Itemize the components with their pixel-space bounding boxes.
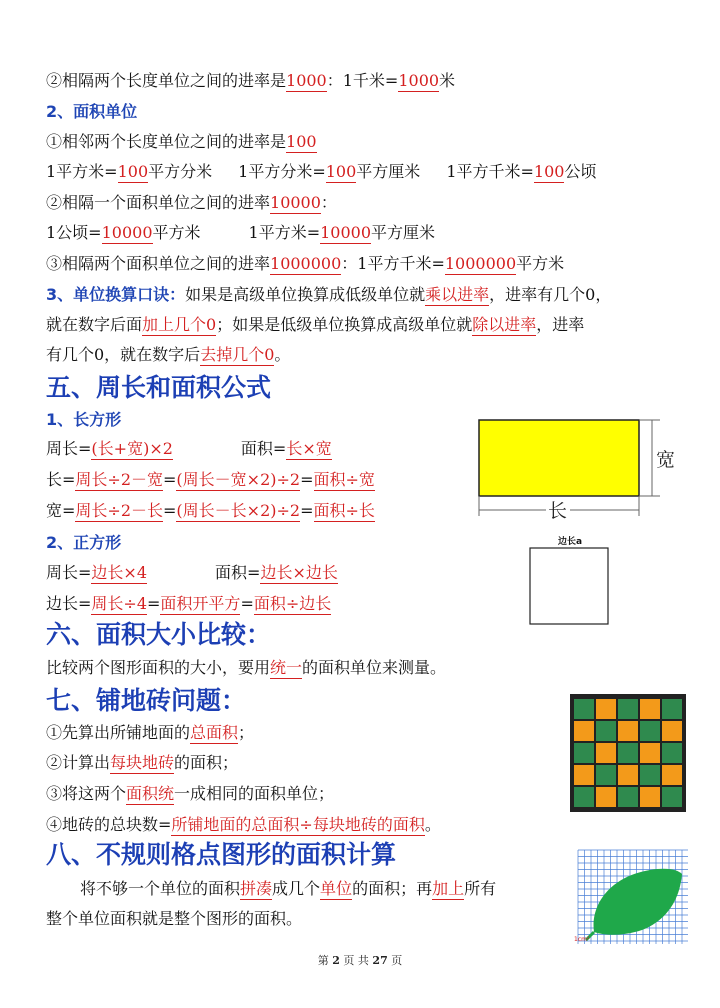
square-heading: 2、正方形 [46,533,122,552]
text: = [300,501,314,520]
blank-answer: 单位 [320,879,353,898]
text: 平方厘米 [371,223,436,242]
blank-answer: 面积÷长 [313,501,375,520]
blank-answer: 统一 [270,658,303,677]
blank-answer: (周长－宽×2)÷2 [176,470,301,489]
grid-area-text-2: 整个单位面积就是整个图形的面积。 [46,909,303,928]
floor-tile [596,787,616,807]
width-label: 宽 [656,449,676,471]
tile-step-2 [46,752,238,774]
text: 平方米 [152,223,201,242]
floor-tile [596,699,616,719]
blank-answer: 除以进率 [472,315,537,334]
tile-step-4 [46,814,441,836]
text: ③将这两个 [46,784,127,803]
blank-answer: (长+宽)×2 [91,439,173,458]
text: ； [238,723,255,742]
floor-tile [618,721,638,741]
blank-answer: 去掉几个0 [200,345,275,364]
page-footer [0,952,720,968]
blank-answer: 边长×边长 [260,563,338,582]
floor-tile [618,743,638,763]
rect-formula-perimeter [46,438,332,460]
blank-answer: (周长－长×2)÷2 [176,501,301,520]
grid-area-text-1 [80,878,496,900]
text: 将不够一个单位的面积 [80,879,241,898]
floor-tile [574,743,594,763]
floor-tile [640,721,660,741]
blank-answer: 长×宽 [286,439,332,458]
line-conversion-rule-1 [46,284,611,306]
tile-step-3 [46,783,334,805]
text: 页 共 [343,954,369,967]
text: 平方分米 [148,162,213,181]
text: 平方厘米 [356,162,421,181]
blank-answer: 周长÷2－宽 [75,470,164,489]
text: ，进率 [536,315,585,334]
text: = [163,501,177,520]
blank-answer: 100 [286,132,317,151]
text: ：1千米= [326,71,399,90]
text: ②相隔两个长度单位之间的进率是 [46,71,287,90]
blank-answer: 100 [533,162,565,181]
text: ： [320,193,337,212]
area-compare-text [46,657,446,679]
floor-tile [618,699,638,719]
text: 米 [439,71,456,90]
blank-answer: 100 [117,162,149,181]
blank-answer: 1000000 [270,254,342,273]
text: 公顷 [564,162,597,181]
text: 面积= [240,439,287,458]
text: ；如果是低级单位换算成高级单位就 [216,315,473,334]
text: 宽= [46,501,76,520]
text: ④地砖的总块数= [46,815,172,834]
text: ，进率有几个0， [489,285,612,304]
text: 如果是高级单位换算成低级单位就 [185,285,426,304]
text: 面积= [215,563,261,582]
text: 一成相同的面积单位； [174,784,335,803]
blank-answer: 总面积 [190,723,239,742]
line-conversion-rule-2 [46,314,584,336]
line-one-apart-rate [46,192,337,214]
floor-tile [574,765,594,785]
text: = [163,470,177,489]
blank-answer: 周长÷4 [91,594,148,613]
floor-tile [596,721,616,741]
text: 的面积单位来测量。 [302,658,447,677]
floor-tile [596,743,616,763]
rect-formula-width [46,500,375,522]
blank-answer: 1000000 [444,254,517,273]
text: 有几个0，就在数字后 [46,345,201,364]
rect-formula-length [46,469,375,491]
floor-tile [662,699,682,719]
blank-answer: 每块地砖 [110,753,175,772]
section-5-title: 五、周长和面积公式 [46,373,272,402]
text: 的面积； [174,753,239,772]
text: 1平方米= [46,162,118,181]
text: ①相邻两个长度单位之间的进率是 [46,132,287,151]
text: = [300,470,314,489]
tile-step-1 [46,722,254,744]
floor-tile [662,743,682,763]
line-conversion-rule-3 [46,344,290,366]
page-total: 27 [372,954,388,967]
section-7-title: 七、铺地砖问题： [46,686,247,715]
floor-tile [662,787,682,807]
blank-answer: 加上 [432,879,465,898]
text: ②相隔一个面积单位之间的进率 [46,193,271,212]
blank-answer: 所铺地面的总面积÷每块地砖的面积 [171,815,425,834]
floor-tile [574,699,594,719]
floor-tile [640,787,660,807]
text: 。 [274,345,291,364]
square-figure [520,533,620,628]
blank-answer: 拼凑 [240,879,273,898]
text: 周长= [46,563,92,582]
area-units-heading: 2、面积单位 [46,102,138,121]
text: 。 [424,815,441,834]
side-length-label: 边长a [558,537,583,547]
text: = [240,594,254,613]
grid-leaf-figure [572,848,692,948]
text: 比较两个图形面积的大小，要用 [46,658,271,677]
blank-answer: 10000 [270,193,321,212]
text: 页 [391,954,403,967]
blank-answer: 1000 [398,71,440,90]
square-formula-perimeter [46,562,338,584]
text: = [147,594,161,613]
rectangle-shape [479,420,639,496]
page-number: 2 [332,954,340,967]
text: ：1平方千米= [341,254,445,273]
text: 1平方分米= [238,162,326,181]
text: 1公顷= [46,223,102,242]
text: 平方米 [516,254,565,273]
square-formula-side [46,593,331,615]
text: 成几个 [272,879,321,898]
blank-answer: 面积÷宽 [313,470,375,489]
grid-unit-tag: 1cm² [574,936,590,943]
blank-answer: 10000 [320,223,372,242]
conversion-rule-heading: 3、单位换算口诀： [46,285,186,304]
text: 周长= [46,439,92,458]
blank-answer: 乘以进率 [425,285,490,304]
floor-tile [618,787,638,807]
floor-tile [662,721,682,741]
length-label: 长 [548,500,568,522]
text: 所有 [464,879,497,898]
line-length-rate [46,70,455,92]
floor-tile [596,765,616,785]
section-8-title: 八、不规则格点图形的面积计算 [46,840,397,869]
text: 就在数字后面 [46,315,143,334]
text: ①先算出所铺地面的 [46,723,191,742]
text: 第 [317,954,329,967]
floor-tile [574,721,594,741]
floor-tile [662,765,682,785]
blank-answer: 面积开平方 [160,594,241,613]
blank-answer: 面积÷边长 [253,594,332,613]
blank-answer: 加上几个0 [142,315,217,334]
blank-answer: 边长×4 [91,563,148,582]
blank-answer: 面积统 [126,784,175,803]
tile-grid [570,694,686,812]
floor-tile [640,699,660,719]
floor-tile [618,765,638,785]
rectangle-heading: 1、长方形 [46,410,122,429]
floor-tile-figure [570,694,688,822]
text: 边长= [46,594,92,613]
text: ②计算出 [46,753,111,772]
line-area-conversions [46,161,596,183]
floor-tile [640,765,660,785]
line-hectare-conversions [46,222,435,244]
blank-answer: 周长÷2－长 [75,501,164,520]
rectangle-figure [470,414,676,524]
floor-tile [574,787,594,807]
text: ③相隔两个面积单位之间的进率 [46,254,271,273]
text: 长= [46,470,76,489]
text: 1平方千米= [446,162,534,181]
square-shape [530,548,608,624]
line-adjacent-rate [46,131,317,153]
floor-tile [640,743,660,763]
blank-answer: 10000 [101,223,153,242]
text: 的面积；再 [352,879,433,898]
line-two-apart-rate [46,253,564,275]
blank-answer: 1000 [286,71,327,90]
section-6-title: 六、面积大小比较： [46,620,272,649]
blank-answer: 100 [325,162,357,181]
text: 1平方米= [248,223,321,242]
